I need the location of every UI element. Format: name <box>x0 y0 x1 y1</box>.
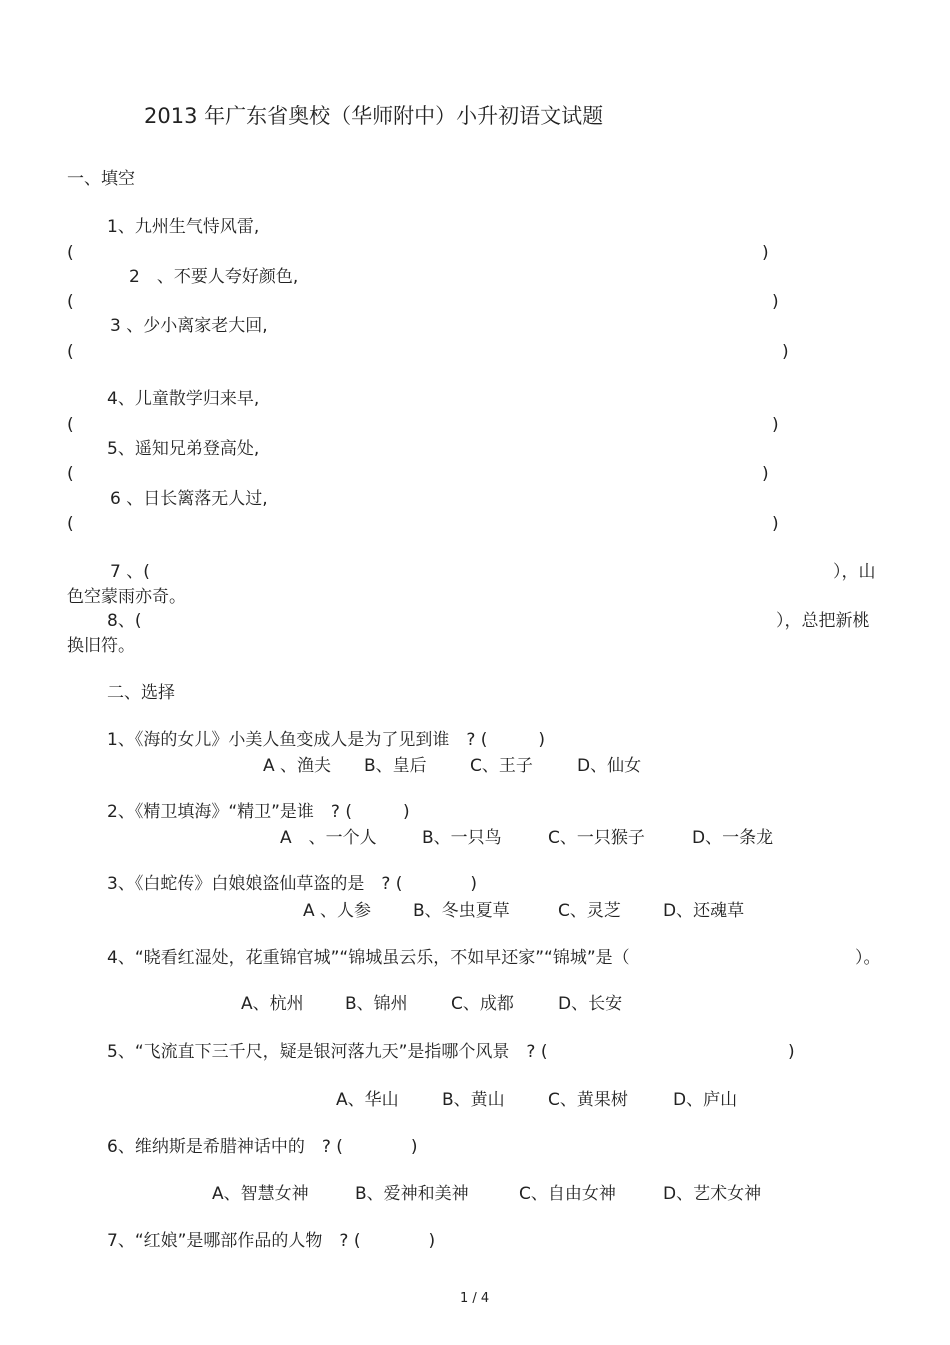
fill-item-5-close-paren: ) <box>762 464 769 484</box>
choice-6-option-a: A、智慧女神 <box>212 1184 309 1204</box>
fill-item-1-close-paren: ) <box>762 243 769 263</box>
choice-3-option-d: D、还魂草 <box>663 901 745 921</box>
page-number: 1 / 4 <box>460 1291 490 1306</box>
choice-2-option-d: D、一条龙 <box>692 828 774 848</box>
choice-1-option-a: A 、渔夫 <box>263 756 332 776</box>
choice-6-option-d: D、艺术女神 <box>663 1184 762 1204</box>
section-heading-fill-blank: 一、填空 <box>67 169 135 189</box>
fill-item-5-open-paren: ( <box>67 464 74 484</box>
fill-item-8-open: 8、( <box>107 611 142 631</box>
choice-5-option-a: A、华山 <box>336 1090 399 1110</box>
fill-item-3-close-paren: ) <box>782 342 789 362</box>
fill-item-1-prompt: 1、九州生气恃风雷, <box>107 217 260 237</box>
fill-item-2-prompt: 2 、不要人夸好颜色, <box>129 267 299 287</box>
fill-item-2-open-paren: ( <box>67 292 74 312</box>
choice-question-7: 7、“红娘”是哪部作品的人物 ? ( ) <box>107 1231 436 1251</box>
fill-item-4-prompt: 4、儿童散学归来早, <box>107 389 260 409</box>
choice-1-option-d: D、仙女 <box>577 756 642 776</box>
choice-4-option-b: B、锦州 <box>345 994 408 1014</box>
fill-item-4-open-paren: ( <box>67 415 74 435</box>
choice-question-1: 1、《海的女儿》小美人鱼变成人是为了见到谁 ? ( ) <box>107 730 546 750</box>
choice-5-close-paren: ) <box>788 1042 795 1062</box>
choice-6-option-c: C、自由女神 <box>519 1184 616 1204</box>
fill-item-6-close-paren: ) <box>772 514 779 534</box>
fill-item-6-prompt: 6 、日长篱落无人过, <box>110 489 268 509</box>
fill-item-7-close: ），山 <box>833 562 876 582</box>
choice-4-option-a: A、杭州 <box>241 994 304 1014</box>
choice-4-option-c: C、成都 <box>451 994 514 1014</box>
fill-item-2-close-paren: ) <box>772 292 779 312</box>
choice-2-option-a: A 、一个人 <box>280 828 377 848</box>
choice-1-option-c: C、王子 <box>470 756 533 776</box>
choice-2-option-b: B、一只鸟 <box>422 828 502 848</box>
choice-question-6: 6、维纳斯是希腊神话中的 ? ( ) <box>107 1137 418 1157</box>
page-title: 2013 年广东省奥校（华师附中）小升初语文试题 <box>144 104 604 128</box>
choice-5-option-c: C、黄果树 <box>548 1090 628 1110</box>
fill-item-7-continuation: 色空蒙雨亦奇。 <box>67 587 186 607</box>
choice-question-3: 3、《白蛇传》白娘娘盗仙草盗的是 ? ( ) <box>107 874 478 894</box>
fill-item-1-open-paren: ( <box>67 243 74 263</box>
choice-3-option-a: A 、人参 <box>303 901 372 921</box>
choice-question-2: 2、《精卫填海》“精卫”是谁 ? ( ) <box>107 802 410 822</box>
choice-question-5: 5、“飞流直下三千尺，疑是银河落九天”是指哪个风景 ? ( <box>107 1042 548 1062</box>
fill-item-3-open-paren: ( <box>67 342 74 362</box>
fill-item-8-continuation: 换旧符。 <box>67 636 135 656</box>
choice-3-option-c: C、灵芝 <box>558 901 621 921</box>
choice-5-option-b: B、黄山 <box>442 1090 505 1110</box>
section-heading-choice: 二、选择 <box>107 683 175 703</box>
fill-item-7-open: 7 、( <box>110 562 150 582</box>
fill-item-6-open-paren: ( <box>67 514 74 534</box>
fill-item-5-prompt: 5、遥知兄弟登高处, <box>107 439 260 459</box>
choice-3-option-b: B、冬虫夏草 <box>413 901 510 921</box>
choice-6-option-b: B、爱神和美神 <box>355 1184 469 1204</box>
choice-2-option-c: C、一只猴子 <box>548 828 645 848</box>
choice-4-close-paren: ）。 <box>855 948 881 968</box>
choice-question-4: 4、“晓看红湿处，花重锦官城”“锦城虽云乐，不如早还家”“锦城”是（ <box>107 948 630 968</box>
choice-1-option-b: B、皇后 <box>364 756 427 776</box>
choice-5-option-d: D、庐山 <box>673 1090 738 1110</box>
fill-item-4-close-paren: ) <box>772 415 779 435</box>
choice-4-option-d: D、长安 <box>558 994 623 1014</box>
fill-item-8-close: ），总把新桃 <box>776 611 870 631</box>
fill-item-3-prompt: 3 、少小离家老大回, <box>110 316 268 336</box>
